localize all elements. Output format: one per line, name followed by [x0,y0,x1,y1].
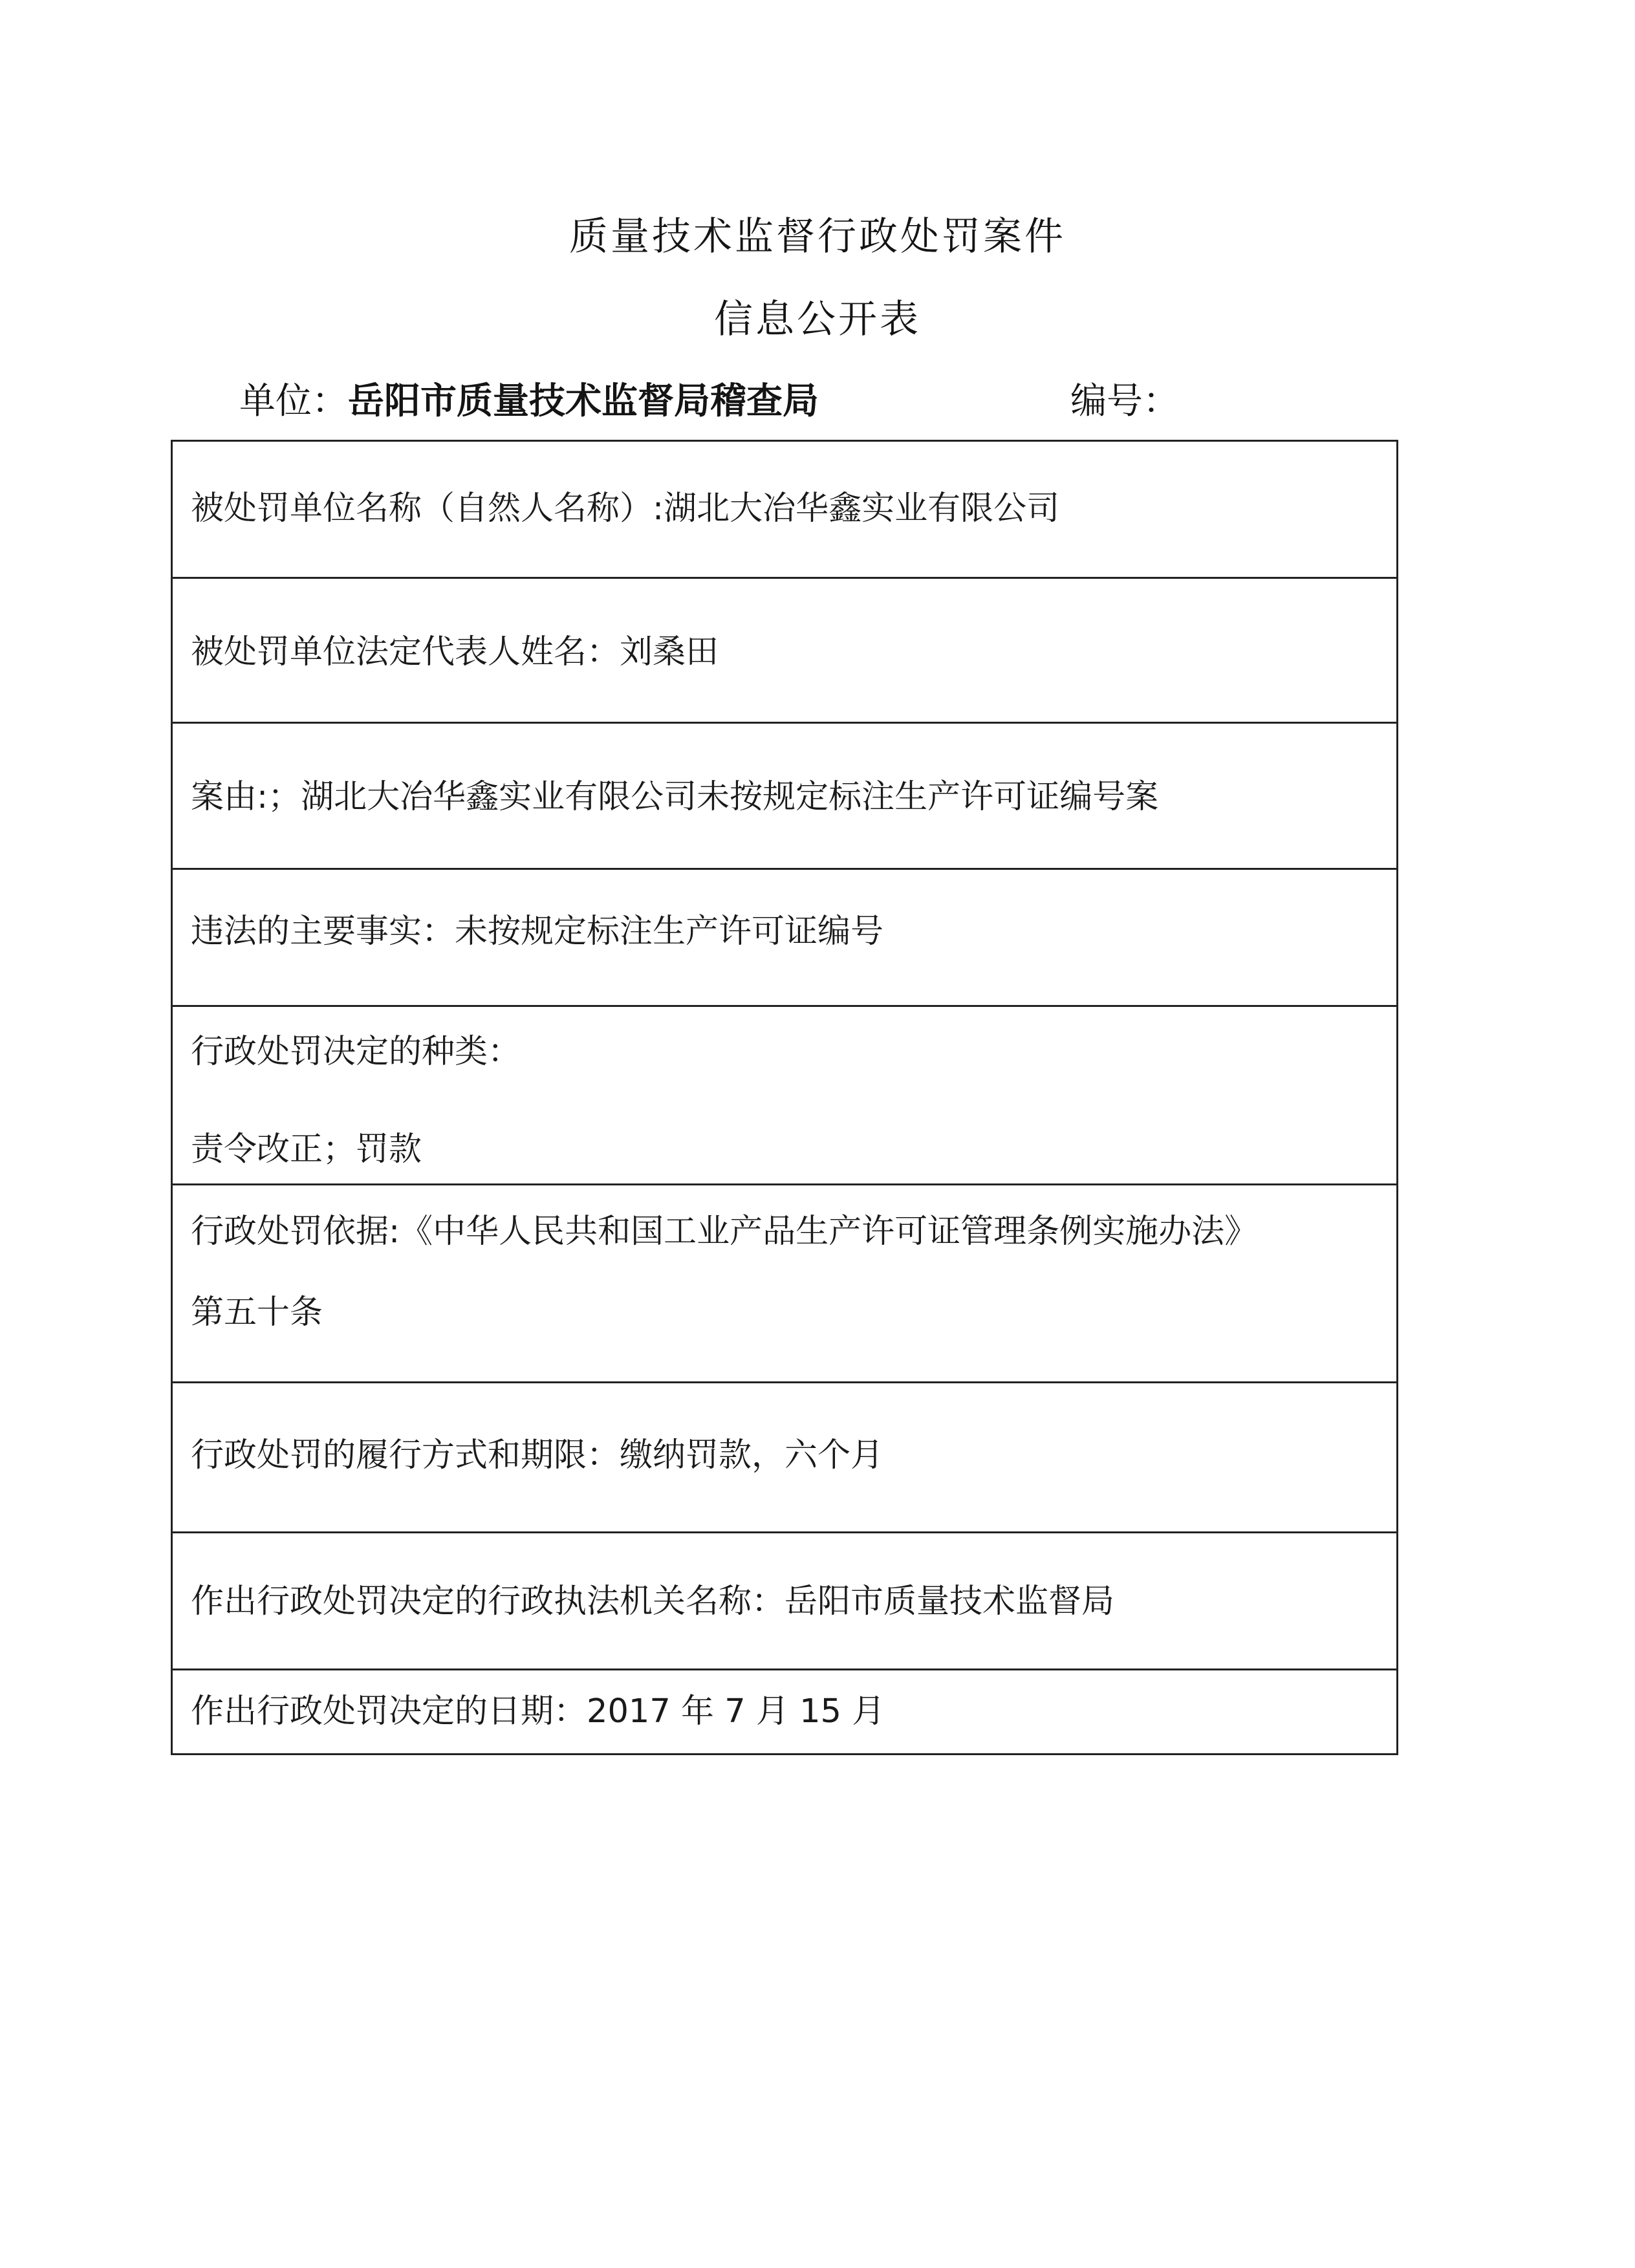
table-row-main-facts [173,870,1396,1007]
table-row-decision-date [173,1670,1396,1753]
table-row-penalized-entity [173,442,1396,579]
penalty-type-value: 责令改正；罚款 [191,1130,422,1169]
execution-method-text: 行政处罚的履行方式和期限：缴纳罚款，六个月 [191,1436,884,1474]
case-cause-text: 案由:；湖北大冶华鑫实业有限公司未按规定标注生产许可证编号案 [191,778,1159,816]
penalty-basis-line2: 第五十条 [191,1293,323,1332]
legal-representative-text: 被处罚单位法定代表人姓名：刘桑田 [191,633,719,671]
number-label: 编号： [1070,380,1179,422]
main-facts-text: 违法的主要事实：未按规定标注生产许可证编号 [191,913,884,951]
document-title: 质量技术监督行政处罚案件 [569,214,1066,259]
info-disclosure-table [171,440,1398,1755]
document-subtitle: 信息公开表 [714,297,921,342]
penalty-basis-line1: 行政处罚依据:《中华人民共和国工业产品生产许可证管理条例实施办法》 [191,1213,1258,1251]
authority-text: 作出行政处罚决定的行政执法机关名称：岳阳市质量技术监督局 [191,1582,1115,1621]
penalized-entity-text: 被处罚单位名称（自然人名称）:湖北大冶华鑫实业有限公司 [191,490,1060,528]
unit-header [239,373,819,424]
table-row-legal-representative [173,579,1396,724]
unit-name: 岳阳市质量技术监督局稽查局 [348,380,819,422]
table-row-execution-method [173,1383,1396,1533]
table-row-penalty-type [173,1007,1396,1185]
table-row-authority [173,1533,1396,1670]
table-row-penalty-basis [173,1185,1396,1383]
unit-label: 单位： [239,380,348,422]
penalty-type-label: 行政处罚决定的种类： [191,1033,521,1071]
table-row-case-cause [173,724,1396,870]
decision-date-text: 作出行政处罚决定的日期：2017 年 7 月 15 月 [191,1692,885,1731]
